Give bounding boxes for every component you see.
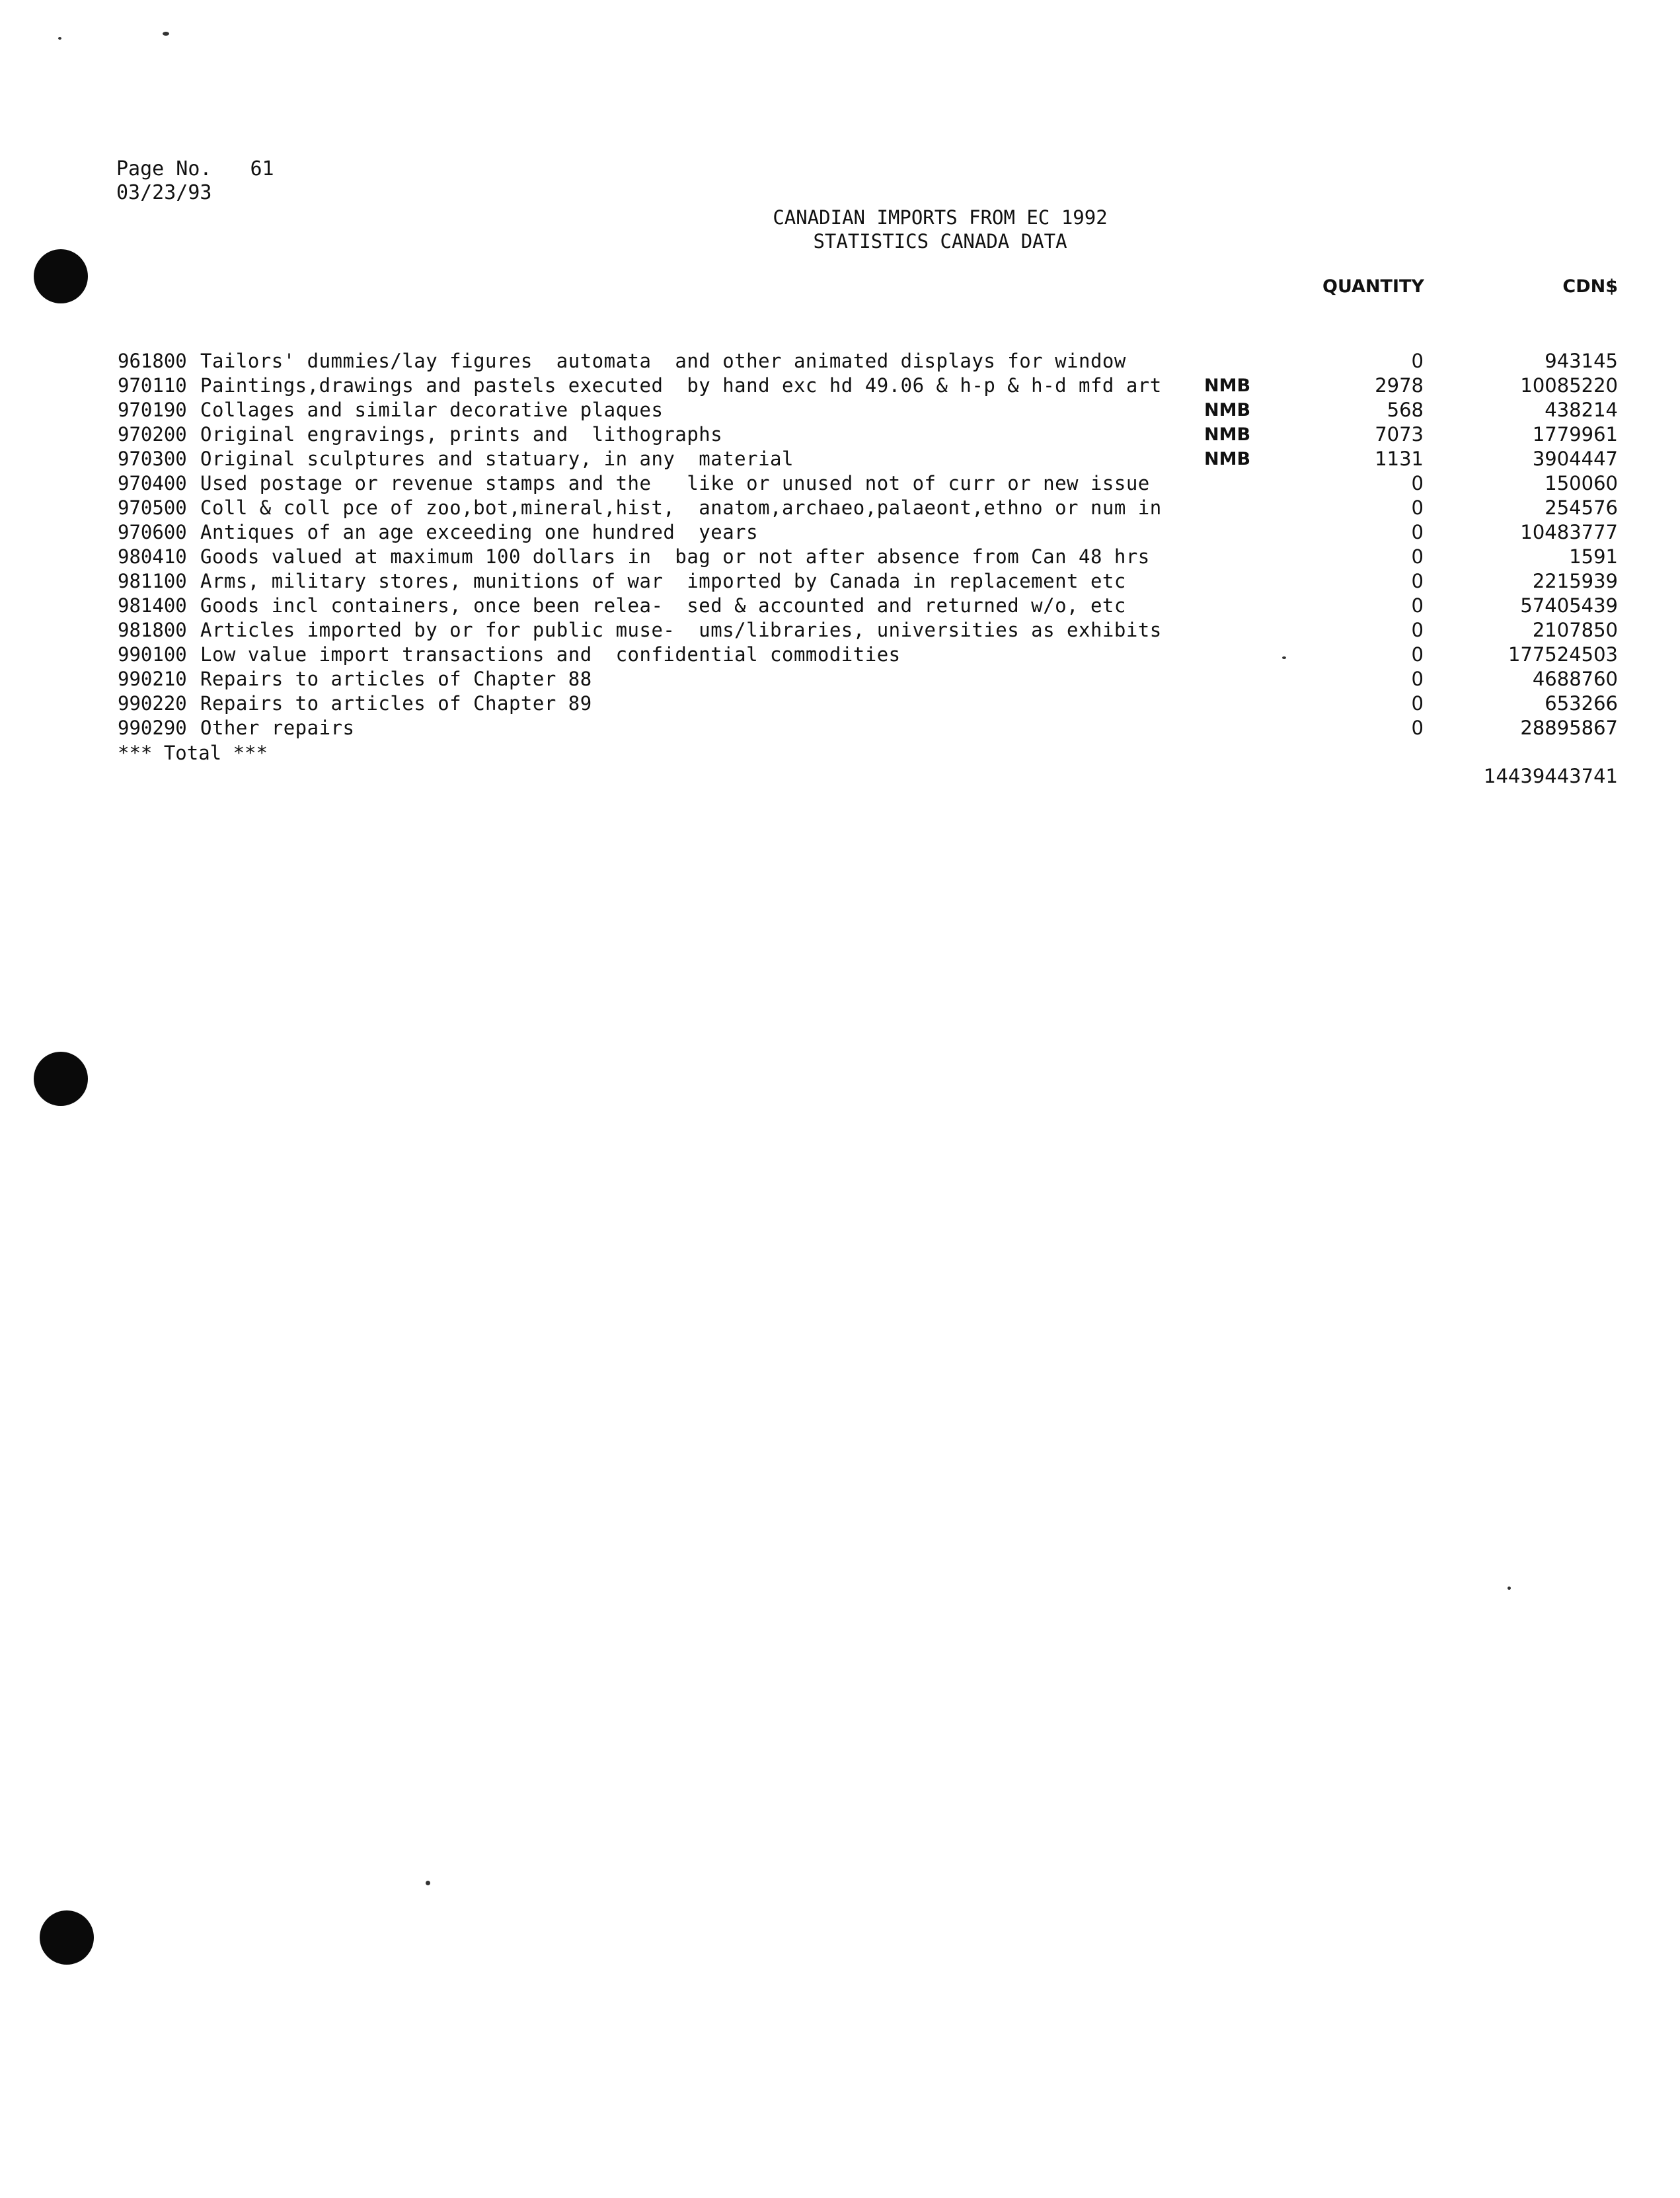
- punch-hole-bottom: [40, 1910, 94, 1965]
- quantity: 1131: [1375, 448, 1424, 470]
- quantity: 568: [1387, 399, 1424, 421]
- quantity: 0: [1411, 692, 1424, 715]
- description: Other repairs: [200, 717, 355, 739]
- hs-code: 970190: [118, 399, 187, 421]
- value-cdn: 2107850: [1532, 619, 1618, 641]
- table-row: [0, 422, 1680, 447]
- description: Goods incl containers, once been relea- sed & accounted and returned w/o, etc: [200, 594, 1126, 617]
- scan-speck: [426, 1881, 430, 1885]
- table-row: [0, 667, 1680, 691]
- description: Repairs to articles of Chapter 89: [200, 692, 592, 715]
- hs-code: 970110: [118, 374, 187, 397]
- table-row: [0, 520, 1680, 545]
- description: Repairs to articles of Chapter 88: [200, 668, 592, 690]
- total-value: 14439443741: [1484, 765, 1618, 787]
- scan-speck: [1508, 1587, 1511, 1590]
- description: Arms, military stores, munitions of war imported by Canada in replacement etc: [200, 570, 1126, 592]
- unit-of-measure: NMB: [1204, 424, 1251, 445]
- value-cdn: 4688760: [1532, 668, 1618, 690]
- hs-code: 981800: [118, 619, 187, 641]
- table-row: [0, 496, 1680, 520]
- hs-code: 990290: [118, 717, 187, 739]
- data-table: [0, 349, 1680, 740]
- value-cdn: 28895867: [1520, 717, 1618, 739]
- description: Collages and similar decorative plaques: [200, 399, 664, 421]
- hs-code: 970400: [118, 472, 187, 494]
- hs-code: 970500: [118, 496, 187, 519]
- quantity: 0: [1411, 472, 1424, 494]
- table-row: [0, 471, 1680, 496]
- description: Antiques of an age exceeding one hundred years: [200, 521, 759, 543]
- punch-hole-middle: [34, 1052, 88, 1106]
- title-line-2: STATISTICS CANADA DATA: [813, 230, 1067, 253]
- page-number-line: [116, 157, 274, 181]
- hs-code: 980410: [118, 545, 187, 568]
- punch-hole-top: [34, 249, 88, 303]
- table-row: [0, 691, 1680, 716]
- column-header-value: CDN$: [1562, 276, 1618, 297]
- value-cdn: 10085220: [1520, 374, 1618, 397]
- quantity: 0: [1411, 545, 1424, 568]
- value-cdn: 438214: [1545, 399, 1618, 421]
- description: Original sculptures and statuary, in any material: [200, 448, 794, 470]
- hs-code: 970200: [118, 423, 187, 446]
- quantity: 0: [1411, 594, 1424, 617]
- table-row: [0, 398, 1680, 422]
- report-title: [661, 206, 1219, 253]
- quantity: 0: [1411, 643, 1424, 666]
- report-date: 03/23/93: [116, 181, 212, 204]
- table-row: [0, 545, 1680, 569]
- quantity: 0: [1411, 496, 1424, 519]
- description: Tailors' dummies/lay figures automata and other animated displays for window: [200, 350, 1126, 372]
- hs-code: 990100: [118, 643, 187, 666]
- description: Goods valued at maximum 100 dollars in bag or not after absence from Can 48 hrs: [200, 545, 1150, 568]
- unit-of-measure: NMB: [1204, 375, 1251, 396]
- table-row: [0, 569, 1680, 594]
- quantity: 0: [1411, 521, 1424, 543]
- description: Coll & coll pce of zoo,bot,mineral,hist, anatom,archaeo,palaeont,ethno or num in: [200, 496, 1162, 519]
- description: Articles imported by or for public muse- ums/libraries, universities as exhibits: [200, 619, 1162, 641]
- quantity: 7073: [1375, 423, 1424, 446]
- value-cdn: 10483777: [1520, 521, 1618, 543]
- column-header-quantity: QUANTITY: [1322, 276, 1424, 297]
- page-number: 61: [250, 157, 274, 180]
- table-row: [0, 373, 1680, 398]
- hs-code: 990220: [118, 692, 187, 715]
- description: Used postage or revenue stamps and the like or unused not of curr or new issue: [200, 472, 1150, 494]
- table-row: [0, 447, 1680, 471]
- description: Original engravings, prints and lithographs: [200, 423, 723, 446]
- title-line-1: CANADIAN IMPORTS FROM EC 1992: [773, 206, 1108, 229]
- value-cdn: 2215939: [1532, 570, 1618, 592]
- hs-code: 981100: [118, 570, 187, 592]
- value-cdn: 1591: [1569, 545, 1618, 568]
- hs-code: 970600: [118, 521, 187, 543]
- value-cdn: 653266: [1545, 692, 1618, 715]
- scan-speck: [58, 37, 61, 40]
- quantity: 0: [1411, 668, 1424, 690]
- description: Low value import transactions and confidential commodities: [200, 643, 901, 666]
- description: Paintings,drawings and pastels executed by hand exc hd 49.06 & h-p & h-d mfd art: [200, 374, 1162, 397]
- value-cdn: 943145: [1545, 350, 1618, 372]
- table-row: [0, 716, 1680, 740]
- hs-code: 981400: [118, 594, 187, 617]
- hs-code: 990210: [118, 668, 187, 690]
- value-cdn: 150060: [1545, 472, 1618, 494]
- value-cdn: 254576: [1545, 496, 1618, 519]
- page-label: Page No.: [116, 157, 212, 180]
- table-row: [0, 594, 1680, 618]
- value-cdn: 3904447: [1532, 448, 1618, 470]
- quantity: 2978: [1375, 374, 1424, 397]
- quantity: 0: [1411, 350, 1424, 372]
- quantity: 0: [1411, 570, 1424, 592]
- quantity: 0: [1411, 717, 1424, 739]
- value-cdn: 57405439: [1520, 594, 1618, 617]
- quantity: 0: [1411, 619, 1424, 641]
- unit-of-measure: NMB: [1204, 449, 1251, 469]
- value-cdn: 1779961: [1532, 423, 1618, 446]
- table-row: [0, 349, 1680, 373]
- value-cdn: 177524503: [1508, 643, 1618, 666]
- hs-code: 970300: [118, 448, 187, 470]
- table-row: [0, 618, 1680, 643]
- table-row: [0, 643, 1680, 667]
- scan-speck: [163, 32, 169, 36]
- unit-of-measure: NMB: [1204, 400, 1251, 420]
- total-label: *** Total ***: [118, 742, 268, 764]
- hs-code: 961800: [118, 350, 187, 372]
